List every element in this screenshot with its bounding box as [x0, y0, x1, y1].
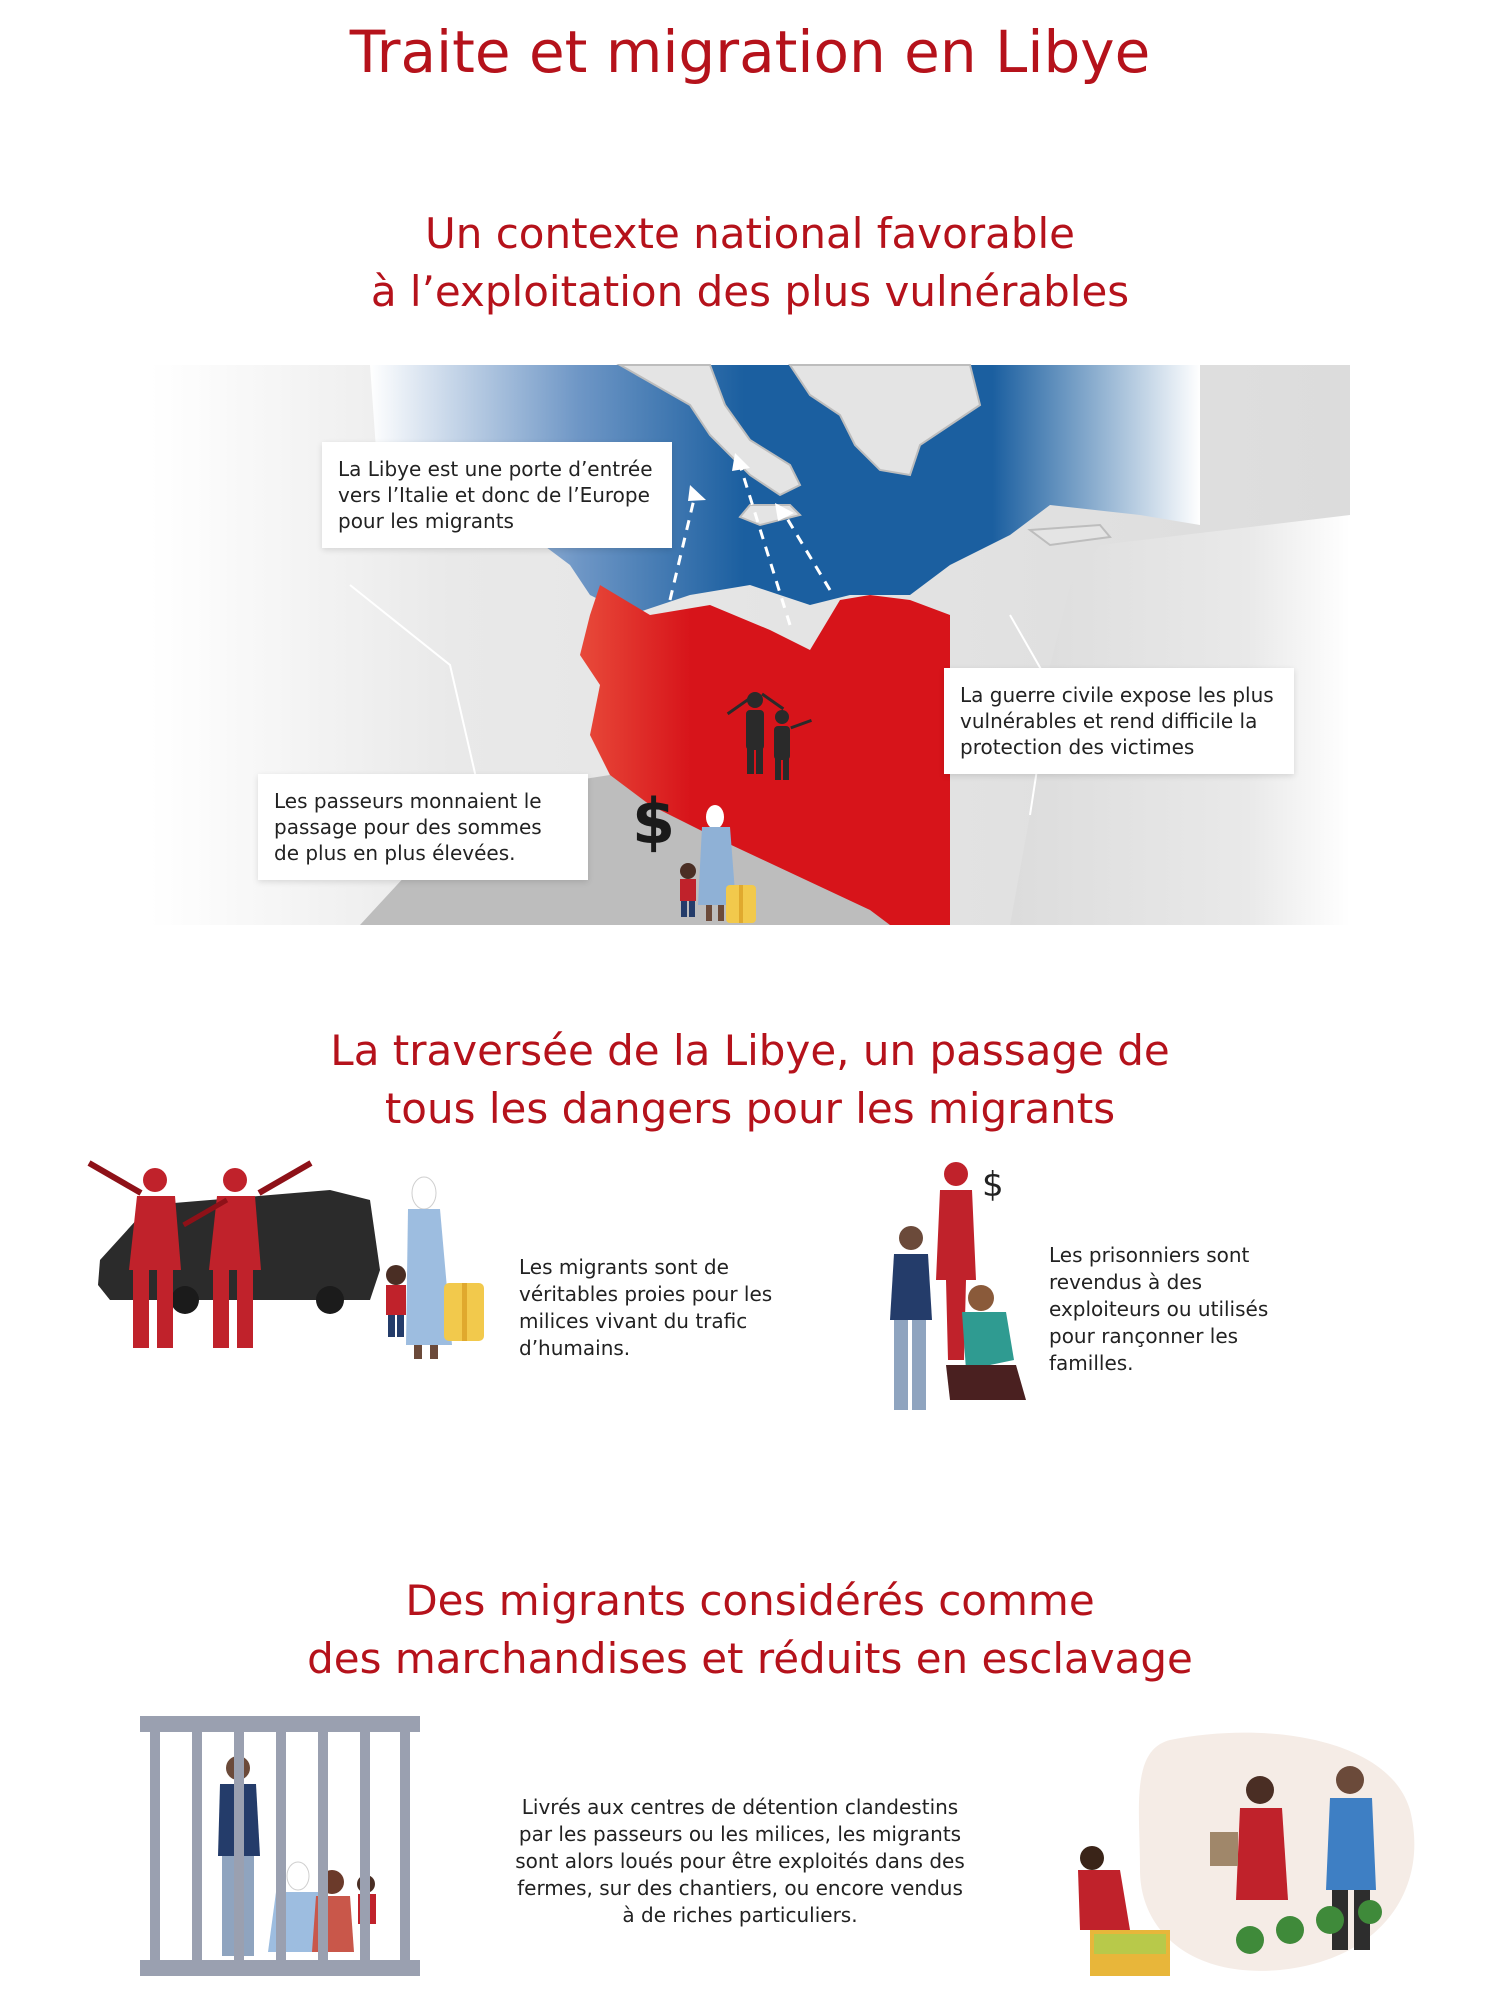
section1-title — [0, 205, 1500, 321]
text-detention: Livrés aux centres de détention clandestins par les passeurs ou les milices, les migrants sont alors loués pour être exploités dans des fermes, sur des chantiers, ou encore vendus à de riches particuliers. — [515, 1795, 965, 1927]
section3-title-line1: Des migrants considérés comme — [405, 1576, 1095, 1625]
svg-text:$: $ — [982, 1165, 1004, 1205]
section2-title-line1: La traversée de la Libye, un passage de — [330, 1026, 1170, 1075]
text-prey: Les migrants sont de véritables proies pour les milices vivant du trafic d’humains. — [519, 1255, 773, 1360]
callout-smugglers: Les passeurs monnaient le passage pour des sommes de plus en plus élevées. — [258, 774, 588, 880]
section2-title — [0, 1022, 1500, 1138]
section2-title-line2: tous les dangers pour les migrants — [384, 1084, 1116, 1133]
prisoner-icon — [866, 1160, 1046, 1420]
callout-entry-point: La Libye est une porte d’entrée vers l’Italie et donc de l’Europe pour les migrants — [322, 442, 672, 548]
cage-icon — [140, 1716, 420, 1976]
callout-civil-war: La guerre civile expose les plus vulnérables et rend difficile la protection des victimes — [944, 668, 1294, 774]
page-title: Traite et migration en Libye — [349, 18, 1151, 86]
section3-title — [0, 1572, 1500, 1688]
section3-title-line2: des marchandises et réduits en esclavage — [307, 1634, 1193, 1683]
militia-group-icon — [85, 1160, 315, 1360]
migrant-family-icon — [382, 1175, 492, 1365]
section1-title-line1: Un contexte national favorable — [424, 209, 1075, 258]
dollar-icon: $ — [632, 785, 676, 858]
worker-icon — [1050, 1730, 1430, 1990]
section1-title-line2: à l’exploitation des plus vulnérables — [370, 267, 1130, 316]
text-prisoners: Les prisonniers sont revendus à des exploiteurs ou utilisés pour rançonner les familles. — [1049, 1243, 1269, 1375]
